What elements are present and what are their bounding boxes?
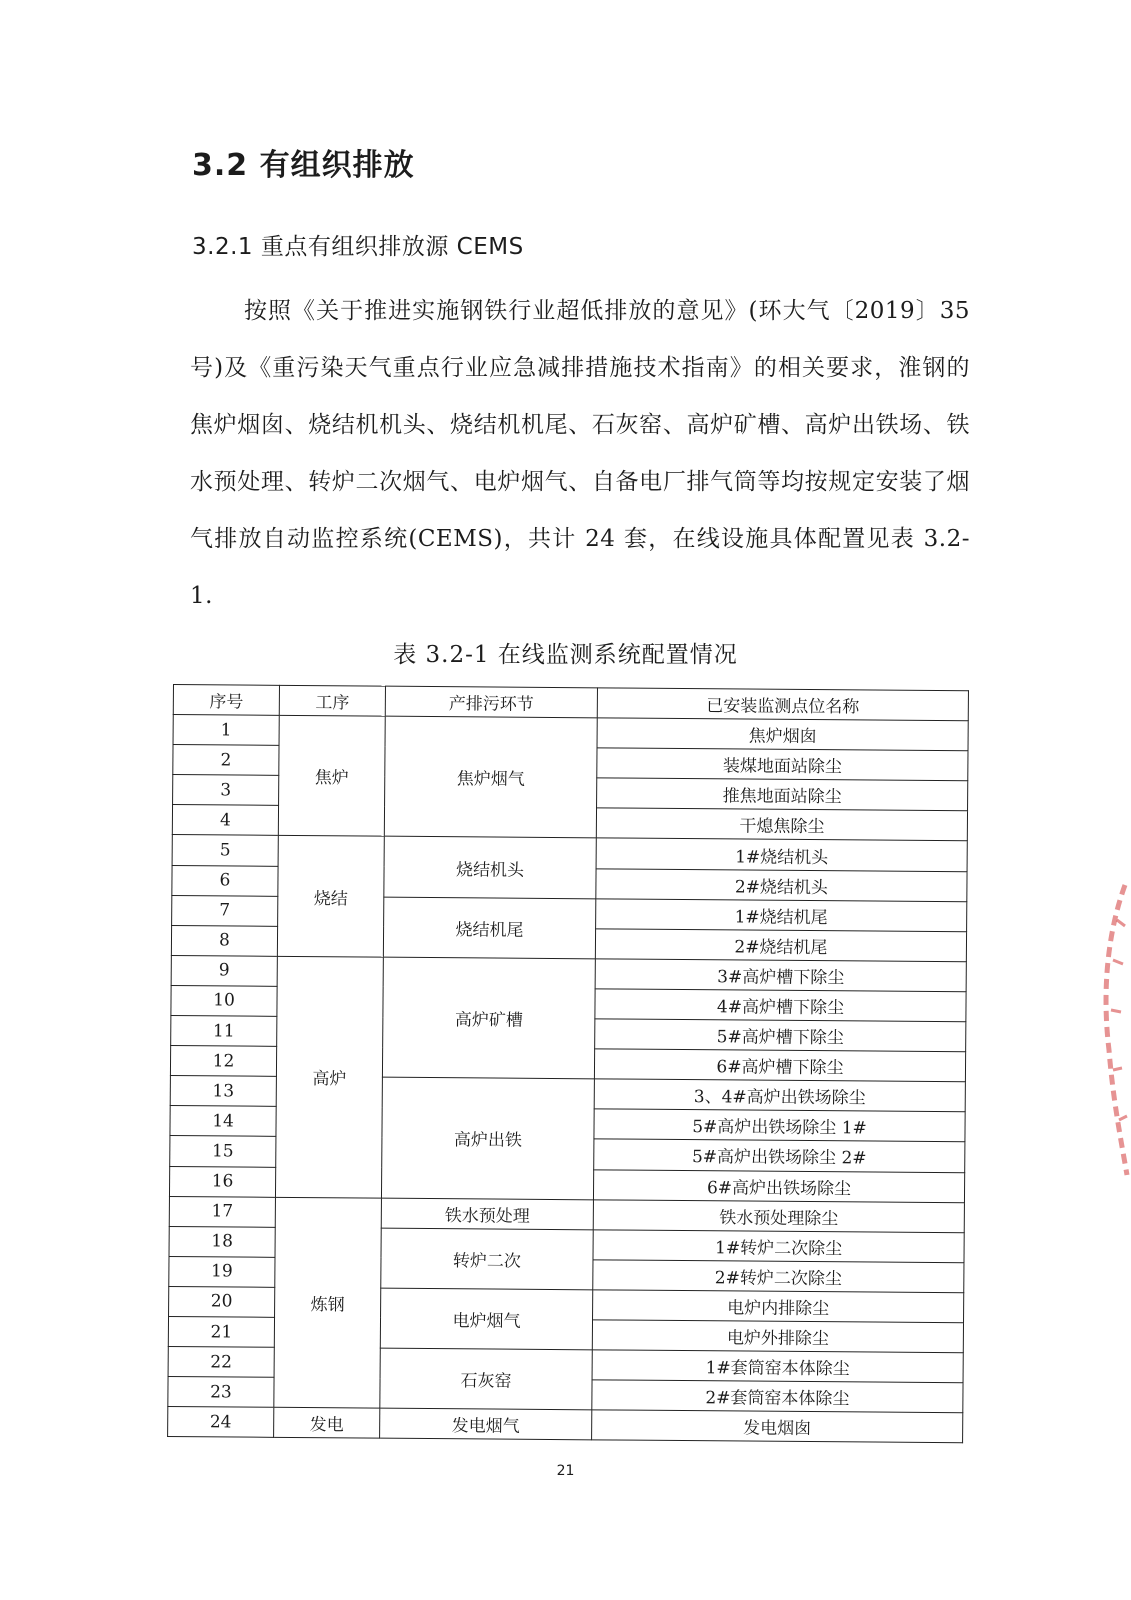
- cell-process: 烧结: [277, 836, 384, 957]
- cell-no: 18: [169, 1226, 275, 1257]
- cell-point: 2#套筒窑本体除尘: [592, 1380, 963, 1413]
- cell-no: 2: [173, 745, 279, 776]
- cell-point: 4#高炉槽下除尘: [595, 989, 966, 1022]
- cell-no: 19: [169, 1256, 275, 1287]
- cell-stage: 烧结机头: [384, 837, 596, 899]
- cell-stage: 烧结机尾: [383, 897, 595, 959]
- cell-no: 6: [172, 865, 278, 896]
- cell-stage: 焦炉烟气: [384, 716, 597, 838]
- table-caption: 表 3.2-1 在线监测系统配置情况: [393, 642, 738, 668]
- cell-no: 24: [168, 1407, 274, 1438]
- cell-no: 13: [170, 1076, 276, 1107]
- cell-point: 5#高炉出铁场除尘 1#: [594, 1109, 965, 1142]
- cell-no: 15: [170, 1136, 276, 1167]
- table-row: [168, 1407, 963, 1443]
- cell-point: 5#高炉出铁场除尘 2#: [594, 1139, 965, 1172]
- cell-no: 4: [172, 805, 278, 836]
- cell-no: 17: [169, 1196, 275, 1227]
- table-row: [172, 835, 967, 871]
- cell-point: 铁水预处理除尘: [593, 1199, 964, 1232]
- cell-no: 23: [168, 1377, 274, 1408]
- header-process: 工序: [279, 685, 385, 716]
- cell-process: 炼钢: [274, 1197, 382, 1408]
- cell-stage: 高炉矿槽: [382, 957, 595, 1079]
- cell-point: 推焦地面站除尘: [597, 778, 968, 811]
- section-heading: 3.2 有组织排放: [192, 148, 415, 183]
- cell-point: 3、4#高炉出铁场除尘: [594, 1079, 965, 1112]
- cell-no: 16: [169, 1166, 275, 1197]
- cell-point: 3#高炉槽下除尘: [595, 959, 966, 992]
- cell-point: 焦炉烟囱: [597, 718, 968, 751]
- table-row: [173, 715, 968, 751]
- cell-point: 1#套筒窑本体除尘: [592, 1350, 963, 1383]
- cell-no: 5: [172, 835, 278, 866]
- cell-point: 6#高炉槽下除尘: [594, 1049, 965, 1082]
- cell-stage: 电炉烟气: [380, 1288, 592, 1350]
- table-body: [168, 715, 969, 1443]
- cell-no: 10: [171, 985, 277, 1016]
- cell-point: 电炉外排除尘: [592, 1320, 963, 1353]
- body-paragraph: 按照《关于推进实施钢铁行业超低排放的意见》(环大气〔2019〕35 号)及《重污染天气重点行业应急减排措施技术指南》的相关要求，淮钢的焦炉烟囱、烧结机机头、烧结机机尾、石灰窑、高炉矿槽、高炉出铁场、铁水预处理、转炉二次烟气、电炉烟气、自备电厂排气筒等均按规定安装了烟气排放自动监控系统(CEMS)，共计 24 套，在线设施具体配置见表 3.2-1.: [190, 298, 970, 609]
- cell-stage: 转炉二次: [381, 1228, 593, 1290]
- header-no: 序号: [173, 685, 279, 716]
- cell-point: 6#高炉出铁场除尘: [593, 1169, 964, 1202]
- cell-stage: 石灰窑: [380, 1348, 592, 1410]
- cell-process: 焦炉: [278, 715, 385, 836]
- cell-point: 干熄焦除尘: [596, 808, 967, 841]
- cell-point: 1#烧结机头: [596, 838, 967, 871]
- cems-config-table: [167, 684, 969, 1444]
- cell-no: 1: [173, 715, 279, 746]
- subsection-heading: 3.2.1 重点有组织排放源 CEMS: [192, 234, 524, 260]
- table-row: [169, 1196, 964, 1232]
- cell-stage: 铁水预处理: [381, 1198, 593, 1230]
- cell-point: 2#烧结机尾: [595, 929, 966, 962]
- cell-no: 8: [171, 925, 277, 956]
- cell-point: 2#烧结机头: [596, 868, 967, 901]
- cell-point: 发电烟囱: [592, 1410, 963, 1443]
- cell-no: 11: [171, 1016, 277, 1047]
- cell-no: 21: [168, 1316, 274, 1347]
- cell-point: 5#高炉槽下除尘: [595, 1019, 966, 1052]
- cell-no: 3: [173, 775, 279, 806]
- cell-no: 12: [170, 1046, 276, 1077]
- cell-no: 9: [171, 955, 277, 986]
- cell-no: 7: [172, 895, 278, 926]
- header-point: 已安装监测点位名称: [597, 688, 968, 721]
- cell-no: 20: [169, 1286, 275, 1317]
- red-seal-stamp-fragment: [1095, 880, 1131, 1180]
- page-number: 21: [556, 1463, 575, 1479]
- cell-point: 1#烧结机尾: [596, 898, 967, 931]
- cell-no: 22: [168, 1347, 274, 1378]
- header-stage: 产排污环节: [385, 686, 597, 718]
- cell-point: 装煤地面站除尘: [597, 748, 968, 781]
- cell-process: 发电: [274, 1408, 380, 1439]
- cell-no: 14: [170, 1106, 276, 1137]
- table-row: [171, 955, 966, 991]
- cell-process: 高炉: [275, 956, 383, 1198]
- cell-point: 电炉内排除尘: [593, 1290, 964, 1323]
- cell-point: 1#转炉二次除尘: [593, 1230, 964, 1263]
- cell-stage: 发电烟气: [380, 1408, 592, 1440]
- cell-point: 2#转炉二次除尘: [593, 1260, 964, 1293]
- cell-stage: 高炉出铁: [381, 1077, 594, 1199]
